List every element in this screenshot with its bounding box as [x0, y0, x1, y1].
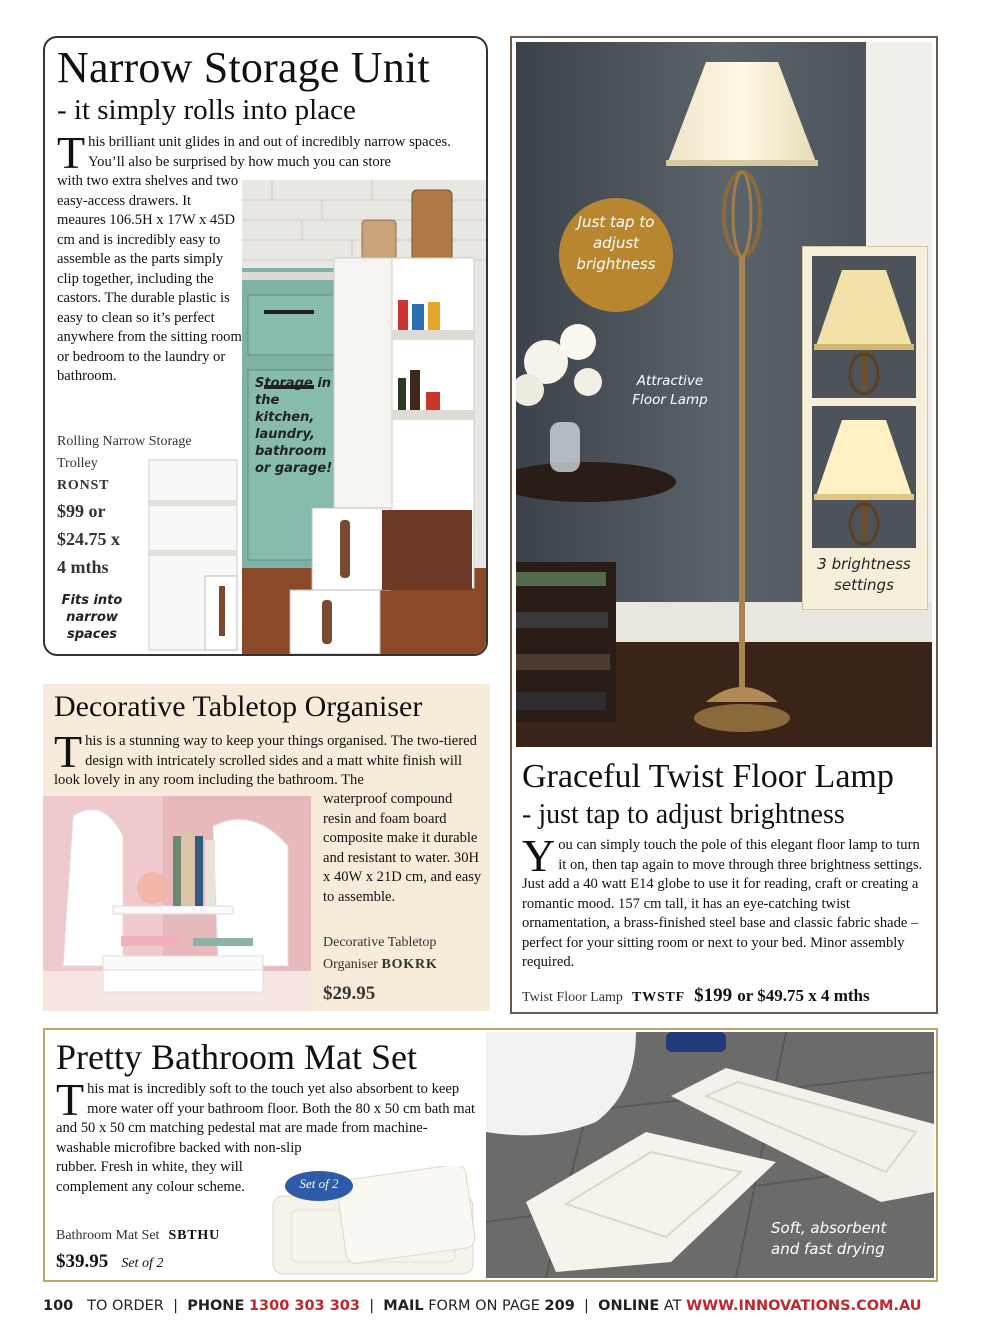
mat-price: $39.95: [56, 1251, 109, 1272]
storage-callout-narrow: Fits into narrow spaces: [61, 593, 123, 642]
footer-sep-2: |: [369, 1298, 375, 1314]
organiser-intro: [54, 726, 479, 791]
storage-price-3: 4 mths: [57, 557, 109, 577]
organiser-title: Decorative Tabletop Organiser: [54, 690, 423, 723]
storage-price-1: $99 or: [57, 501, 106, 521]
mat-badge-text: Set of 2: [299, 1176, 339, 1191]
storage-subtitle: - it simply rolls into place: [57, 94, 356, 126]
storage-intro: [57, 127, 477, 178]
organiser-product-name-2: Organiser: [323, 957, 378, 972]
storage-body-top: his brilliant unit glides in and out of incredibly narrow spaces. You’ll also be surprised by how much you can store: [88, 134, 451, 170]
storage-product-name-2: Trolley: [57, 456, 98, 471]
mat-callout: Soft, absorbent and fast drying: [771, 1219, 887, 1258]
mat-body-col: rubber. Fresh in white, they will complement any colour scheme.: [56, 1159, 245, 1195]
mat-section: [43, 1028, 938, 1282]
lamp-callout-attractive: Attractive Floor Lamp: [632, 373, 708, 408]
footer-mail-rest: FORM ON PAGE: [428, 1298, 540, 1314]
lamp-code: TWSTF: [632, 990, 686, 1005]
footer-mail-label: MAIL: [383, 1298, 424, 1314]
storage-small-photo: [145, 456, 241, 656]
storage-price-2: $24.75 x: [57, 529, 120, 549]
lamp-title: Graceful Twist Floor Lamp: [522, 758, 894, 795]
mat-price-row: [56, 1248, 163, 1276]
organiser-body-top: his is a stunning way to keep your things organised. The two-tiered design with intricately scrolled sides and a matt white finish will look lovely in any room including the bathroom. The: [54, 733, 477, 788]
organiser-section: [43, 684, 490, 1011]
mat-price-note: Set of 2: [121, 1256, 164, 1271]
footer-to-order: TO ORDER: [87, 1298, 164, 1314]
lamp-body-text: ou can simply touch the pole of this elegant floor lamp to turn it on, then tap again to move through three brightness settings. Just add a 40 watt E14 globe to use it for reading, craft or creating a romantic mood. 157 cm tall, it has an eye-catching twist ornamentation, a brass-finished steel base and classic fabric shade – perfect for your sitting room or next to your bed. Minor assembly required.: [522, 837, 923, 970]
mat-dropcap: T: [56, 1074, 85, 1125]
lamp-subtitle: - just tap to adjust brightness: [522, 799, 845, 830]
mat-code: SBTHU: [168, 1228, 220, 1243]
organiser-product-info: [323, 932, 438, 1008]
footer-url-link[interactable]: WWW.INNOVATIONS.COM.AU: [686, 1298, 922, 1314]
lamp-dropcap: Y: [522, 830, 556, 881]
organiser-dropcap: T: [54, 726, 83, 777]
organiser-code: BOKRK: [381, 957, 438, 972]
organiser-body-col: waterproof compound resin and foam board composite make it durable and resistant to water. 30H x 40W x 21D cm, and easy to assemble.: [323, 791, 482, 905]
footer-sep-3: |: [584, 1298, 589, 1314]
page-number: 100: [43, 1298, 74, 1314]
footer-phone-label: PHONE: [187, 1298, 245, 1314]
mat-product-name: Bathroom Mat Set: [56, 1228, 160, 1243]
lamp-section: [510, 36, 938, 1014]
footer: [43, 1298, 943, 1314]
storage-dropcap: T: [57, 127, 86, 178]
lamp-price: $199: [694, 985, 733, 1006]
footer-mail-page: 209: [544, 1298, 575, 1314]
storage-body-col: with two extra shelves and two easy-access drawers. It meaures 106.5H x 17W x 45D cm and is incredibly easy to assemble as the parts simply clip together, including the castors. The durable plastic is easy to clean so it’s perfect anywhere from the sitting room or bedroom to the laundry or bathroom.: [57, 173, 242, 384]
lamp-badge-text: Just tap to adjust brightness: [576, 213, 656, 273]
storage-section: [43, 36, 488, 656]
mat-intro: [56, 1074, 476, 1158]
lamp-inset-photo-1: [812, 256, 916, 398]
storage-product-name-1: Rolling Narrow Storage: [57, 434, 192, 449]
storage-title: Narrow Storage Unit: [57, 43, 430, 92]
mat-product-info: [56, 1224, 220, 1244]
footer-phone[interactable]: 1300 303 303: [248, 1298, 360, 1314]
mat-title: Pretty Bathroom Mat Set: [56, 1037, 417, 1077]
lamp-callout-brightness: 3 brightness settings: [817, 555, 911, 594]
lamp-price-or: or $49.75 x 4 mths: [737, 986, 870, 1005]
footer-online-at: AT: [663, 1298, 682, 1314]
footer-online-label: ONLINE: [598, 1298, 660, 1314]
mat-body-top: his mat is incredibly soft to the touch yet also absorbent to keep more water off your bathroom floor. Both the 80 x 50 cm bath mat and 50 x 50 cm matching pedestal mat are made from machine-washable microfibre backed with non-slip: [56, 1081, 476, 1156]
organiser-product-name-1: Decorative Tabletop: [323, 935, 437, 950]
storage-code: RONST: [57, 478, 110, 493]
organiser-photo: [43, 796, 311, 1011]
lamp-body: [522, 830, 930, 973]
lamp-product-name: Twist Floor Lamp: [522, 990, 623, 1005]
organiser-price: $29.95: [323, 983, 376, 1004]
storage-callout-kitchen: Storage in the kitchen, laundry, bathroom or garage!: [255, 376, 333, 476]
footer-sep-1: |: [173, 1298, 178, 1314]
lamp-product-info: [522, 982, 870, 1010]
lamp-inset-photo-2: [812, 406, 916, 548]
